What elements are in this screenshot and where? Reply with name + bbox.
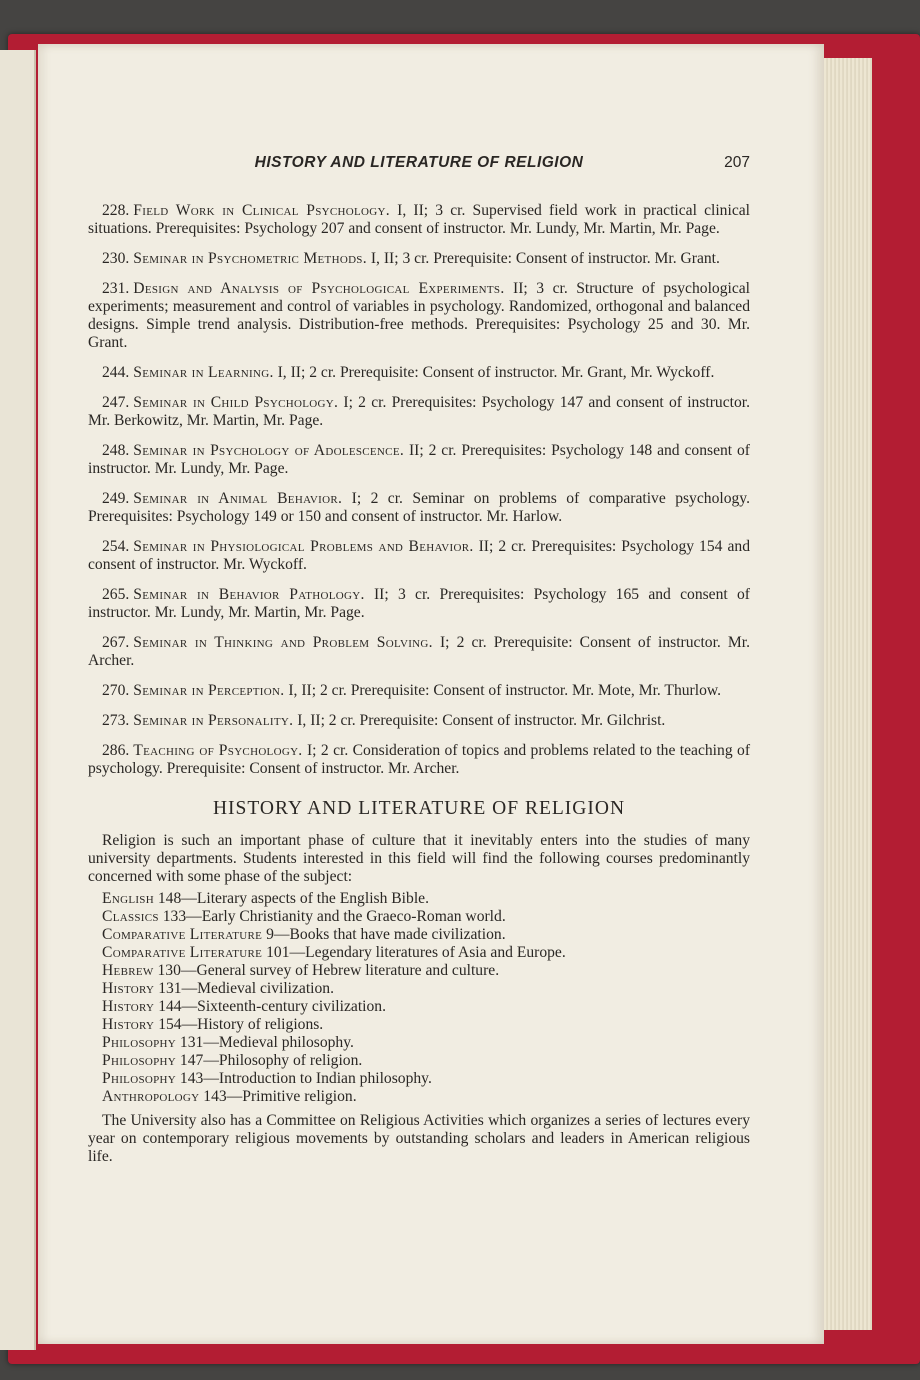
- course-description: II; 3 cr. Structure of psychological experiments; measurement and control of variables in psychology. Randomized, orthogonal and balanced designs. Simple trend analysis. Distribution-free methods. Prerequisites: Psychology 25 and 30. Mr. Grant.: [88, 280, 750, 351]
- page-number: 207: [724, 154, 750, 171]
- course-title: Seminar in Personality.: [133, 712, 294, 729]
- course-description: I, II; 3 cr. Prerequisite: Consent of instructor. Mr. Grant.: [370, 250, 720, 267]
- course-description: II; 2 cr. Prerequisites: Psychology 154 and consent of instructor. Mr. Wyckoff.: [88, 538, 750, 573]
- course-title: Seminar in Learning.: [133, 364, 274, 381]
- course-description: 133—Early Christianity and the Graeco-Roman world.: [162, 908, 506, 925]
- course-entry: [88, 442, 750, 478]
- course-description: 131—Medieval civilization.: [158, 980, 335, 997]
- course-entry: [88, 538, 750, 574]
- section-title: HISTORY AND LITERATURE OF RELIGION: [212, 798, 626, 819]
- list-item: [88, 1034, 750, 1052]
- course-list: [88, 202, 750, 778]
- course-title: Seminar in Psychology of Adolescence.: [133, 442, 405, 459]
- department-name: Philosophy: [102, 1052, 177, 1069]
- course-entry: [88, 364, 750, 382]
- course-description: I; 2 cr. Consideration of topics and problems related to the teaching of psychology. Prerequisite: Consent of instructor. Mr. Archer.: [88, 742, 751, 777]
- course-entry: [88, 712, 750, 730]
- course-number: 270.: [102, 682, 130, 699]
- course-title: Seminar in Psychometric Methods.: [133, 250, 367, 267]
- course-number: 249.: [102, 490, 130, 507]
- course-description: 148—Literary aspects of the English Bible.: [157, 890, 429, 907]
- course-number: 265.: [102, 586, 130, 603]
- course-number: 273.: [102, 712, 130, 729]
- course-description: 143—Introduction to Indian philosophy.: [179, 1070, 432, 1087]
- list-item: [88, 980, 750, 998]
- course-entry: [88, 250, 750, 268]
- course-title: Seminar in Child Psychology.: [133, 394, 339, 411]
- course-number: 228.: [102, 202, 130, 219]
- course-title: Seminar in Animal Behavior.: [133, 490, 343, 507]
- course-title: Field Work in Clinical Psychology.: [133, 202, 390, 219]
- course-description: I, II; 2 cr. Prerequisite: Consent of instructor. Mr. Mote, Mr. Thurlow.: [288, 682, 722, 699]
- course-number: 254.: [102, 538, 130, 555]
- course-description: 101—Legendary literatures of Asia and Europe.: [266, 944, 566, 961]
- department-name: Comparative Literature: [102, 926, 263, 943]
- course-entry: [88, 280, 750, 352]
- department-name: History: [102, 998, 155, 1015]
- department-name: Hebrew: [102, 962, 154, 979]
- course-number: 286.: [102, 742, 130, 759]
- running-title: HISTORY AND LITERATURE OF RELIGION: [254, 154, 584, 171]
- course-description: I, II; 3 cr. Supervised field work in practical clinical situations. Prerequisites: Psychology 207 and consent of instructor. Mr. Lundy, Mr. Martin, Mr. Page.: [88, 202, 750, 237]
- department-name: History: [102, 980, 155, 997]
- course-entry: [88, 586, 750, 622]
- list-item: [88, 1088, 750, 1106]
- course-title: Design and Analysis of Psychological Experiments.: [133, 280, 505, 297]
- list-item: [88, 998, 750, 1016]
- course-entry: [88, 682, 750, 700]
- course-entry: [88, 634, 750, 670]
- course-entry: [88, 394, 750, 430]
- course-entry: [88, 490, 750, 526]
- section-outro: The University also has a Committee on Religious Activities which organizes a series of lectures every year on contemporary religious movements by outstanding scholars and leaders in American religious life.: [88, 1112, 750, 1165]
- body-text: [88, 202, 750, 1166]
- list-item: [88, 1052, 750, 1070]
- list-item: [88, 962, 750, 980]
- course-description: I; 2 cr. Prerequisites: Psychology 147 and consent of instructor. Mr. Berkowitz, Mr. Martin, Mr. Page.: [88, 394, 750, 429]
- department-name: Classics: [102, 908, 159, 925]
- course-description: 143—Primitive religion.: [203, 1088, 357, 1105]
- department-name: History: [102, 1016, 155, 1033]
- section-intro: Religion is such an important phase of culture that it inevitably enters into the studies of many university departments. Students interested in this field will find the following courses predominantly concerned with some phase of the subject:: [88, 832, 750, 885]
- course-description: 131—Medieval philosophy.: [179, 1034, 354, 1051]
- course-description: II; 2 cr. Prerequisites: Psychology 148 and consent of instructor. Mr. Lundy, Mr. Page.: [88, 442, 751, 477]
- course-number: 230.: [102, 250, 130, 267]
- course-description: I, II; 2 cr. Prerequisite: Consent of instructor. Mr. Grant, Mr. Wyckoff.: [277, 364, 715, 381]
- course-description: 147—Philosophy of religion.: [179, 1052, 363, 1069]
- list-item: [88, 1070, 750, 1088]
- course-description: 154—History of religions.: [158, 1016, 324, 1033]
- course-description: I; 2 cr. Prerequisite: Consent of instructor. Mr. Archer.: [88, 634, 751, 669]
- list-item: [88, 926, 750, 944]
- course-title: Seminar in Behavior Pathology.: [133, 586, 365, 603]
- course-entry: [88, 742, 750, 778]
- course-number: 267.: [102, 634, 130, 651]
- course-title: Seminar in Physiological Problems and Behavior.: [133, 538, 474, 555]
- department-name: English: [102, 890, 154, 907]
- course-description: I, II; 2 cr. Prerequisite: Consent of instructor. Mr. Gilchrist.: [297, 712, 666, 729]
- course-title: Seminar in Perception.: [133, 682, 285, 699]
- list-item: [88, 1016, 750, 1034]
- department-name: Philosophy: [102, 1034, 177, 1051]
- facing-page-edge: [0, 50, 36, 1350]
- list-item: [88, 908, 750, 926]
- course-title: Teaching of Psychology.: [133, 742, 303, 759]
- list-item: [88, 944, 750, 962]
- department-name: Philosophy: [102, 1070, 177, 1087]
- course-description: 130—General survey of Hebrew literature and culture.: [157, 962, 500, 979]
- course-number: 244.: [102, 364, 130, 381]
- department-name: Anthropology: [102, 1088, 200, 1105]
- course-description: I; 2 cr. Seminar on problems of comparative psychology. Prerequisites: Psychology 149 or 150 and consent of instructor. Mr. Harlow.: [88, 490, 750, 525]
- course-number: 231.: [102, 280, 130, 297]
- course-entry: [88, 202, 750, 238]
- course-number: 247.: [102, 394, 130, 411]
- related-course-list: [88, 890, 750, 1106]
- course-description: 144—Sixteenth-century civilization.: [158, 998, 386, 1015]
- page: [38, 44, 824, 1344]
- list-item: [88, 890, 750, 908]
- course-description: 9—Books that have made civilization.: [266, 926, 506, 943]
- department-name: Comparative Literature: [102, 944, 263, 961]
- course-number: 248.: [102, 442, 130, 459]
- course-title: Seminar in Thinking and Problem Solving.: [133, 634, 433, 651]
- course-description: II; 3 cr. Prerequisites: Psychology 165 and consent of instructor. Mr. Lundy, Mr. Martin, Mr. Page.: [88, 586, 750, 621]
- running-head: [88, 154, 750, 178]
